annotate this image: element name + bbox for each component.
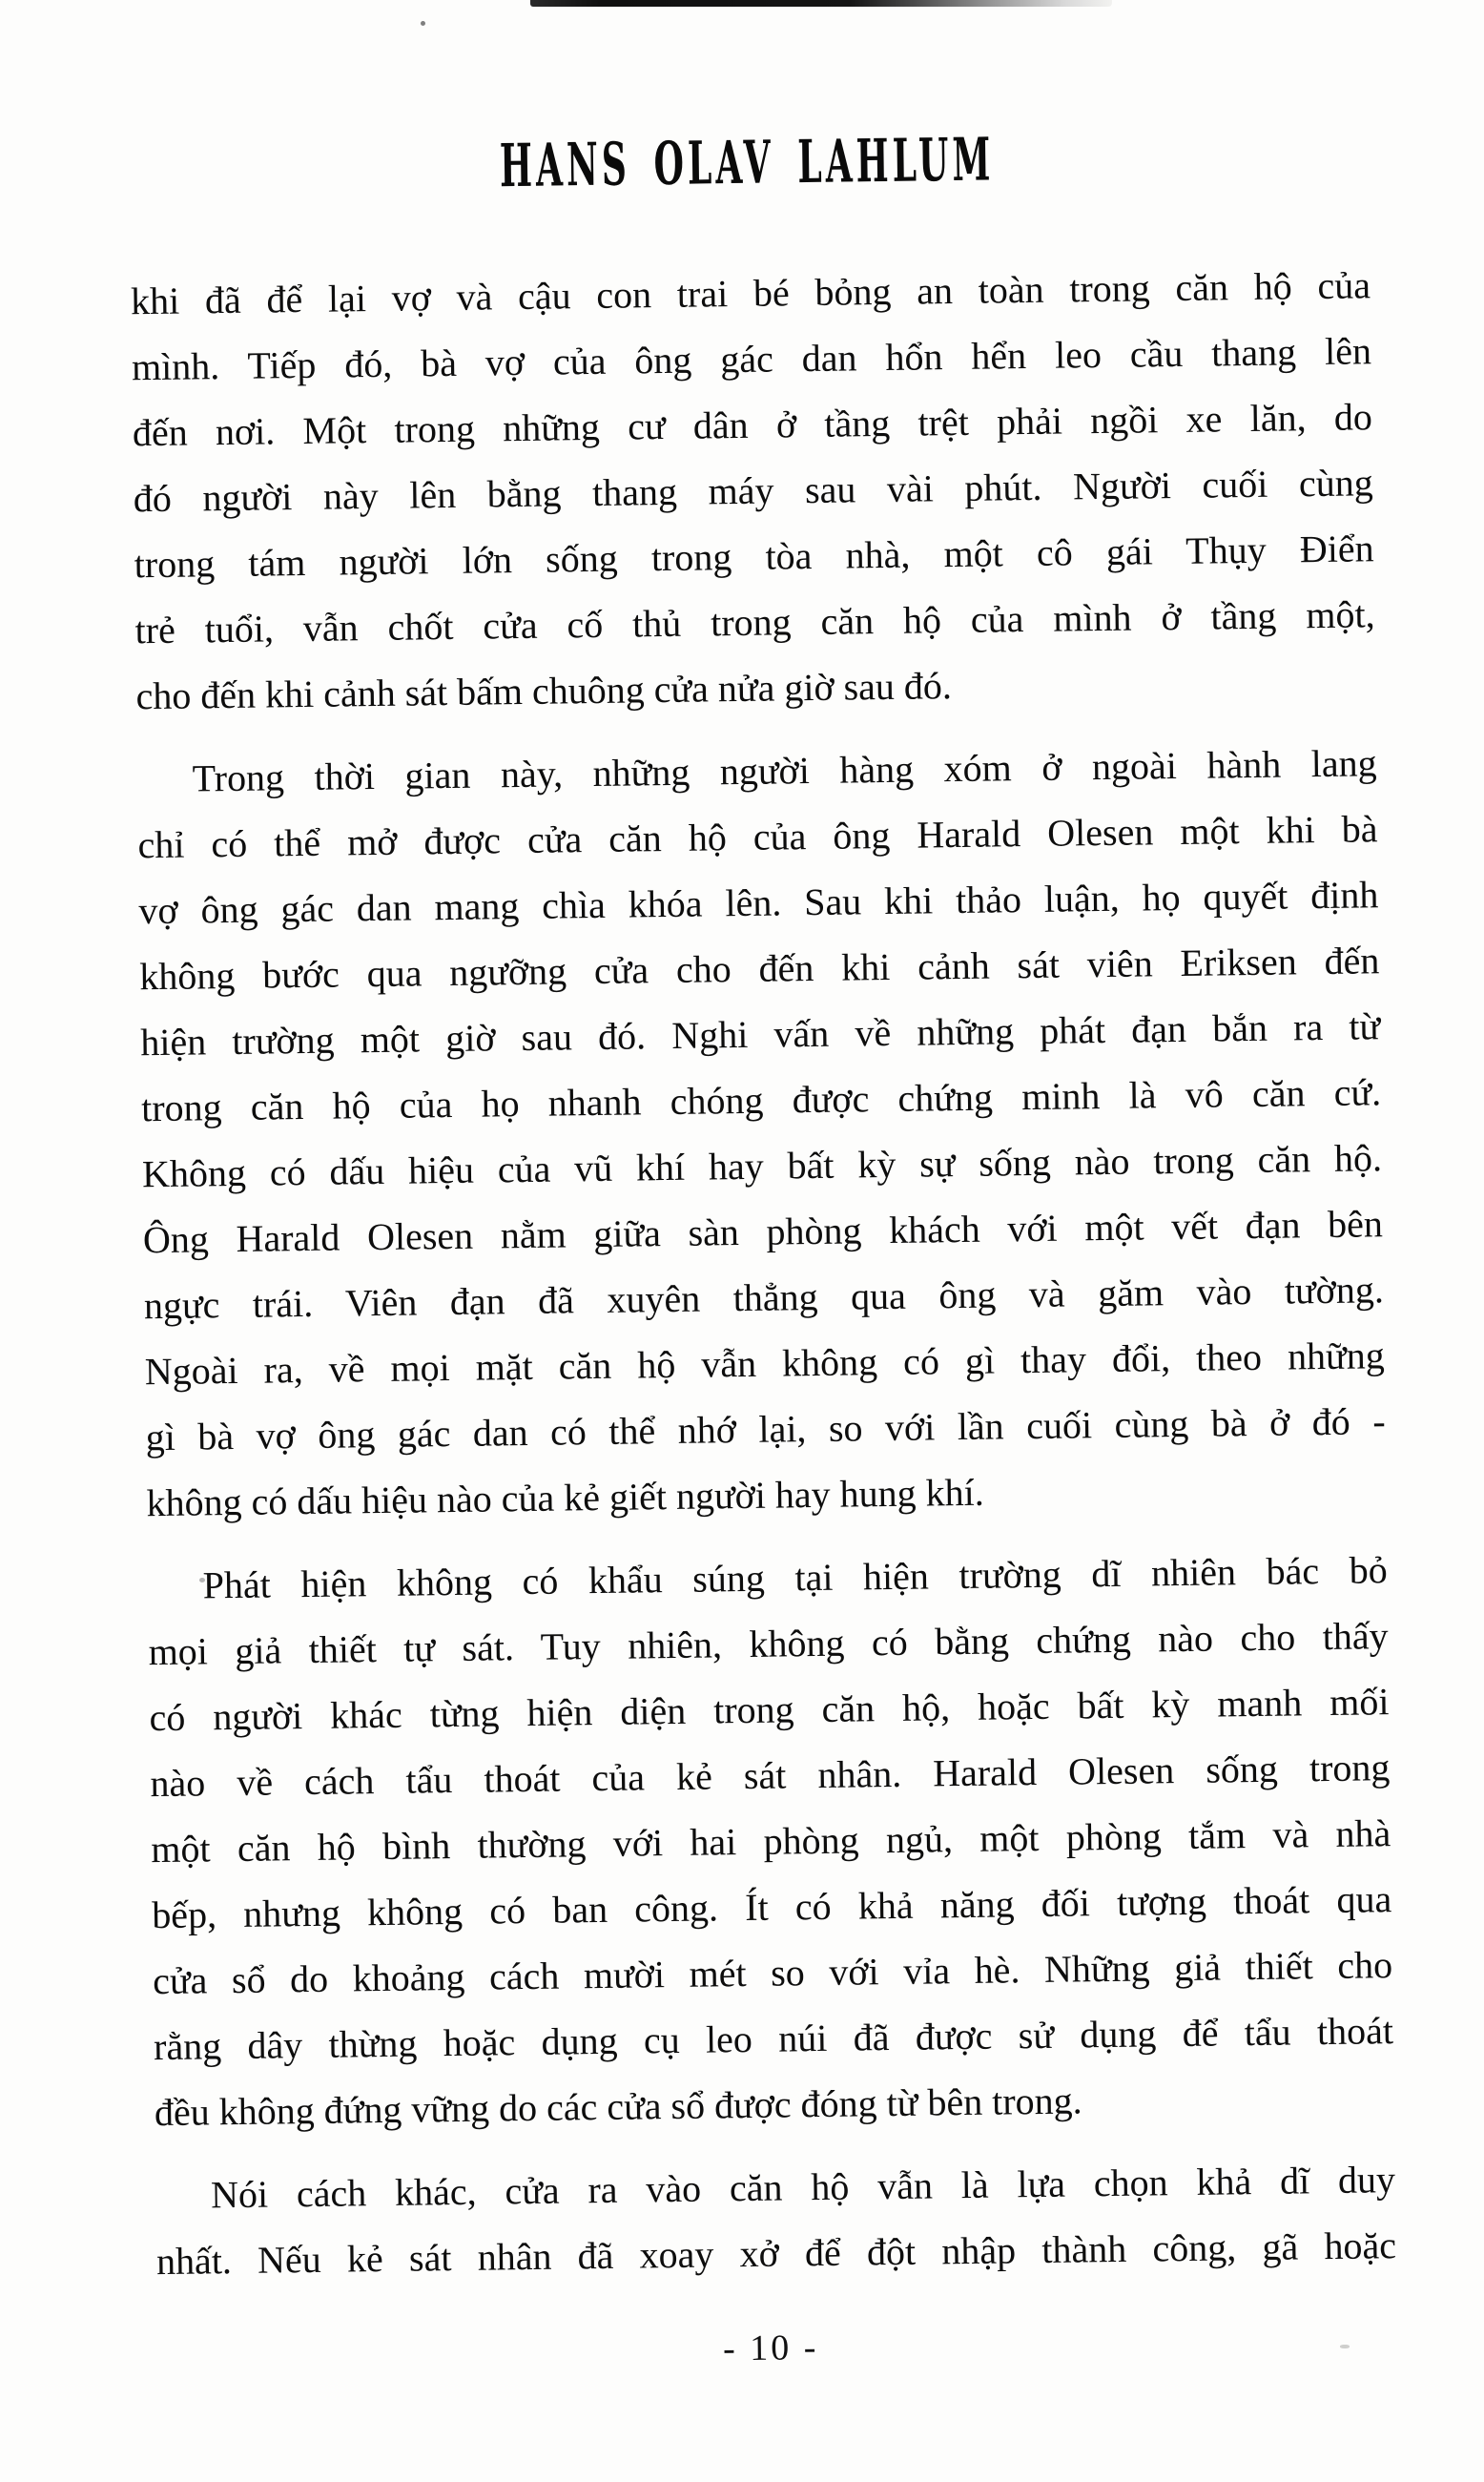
text-line: mình. Tiếp đó, bà vợ của ông gác dan hổn hển leo cầu thang lên (131, 329, 1372, 389)
running-header (0, 118, 1471, 207)
text-line: trong căn hộ của họ nhanh chóng được chứng minh là vô căn cứ. (140, 1070, 1382, 1130)
text-line: hiện trường một giờ sau đó. Nghi vấn về những phát đạn bắn ra từ (139, 1004, 1381, 1065)
text-line: đó người này lên bằng thang máy sau vài phút. Người cuối cùng (133, 461, 1374, 521)
text-line: cho đến khi cảnh sát bấm chuông cửa nửa giờ sau đó. (135, 664, 953, 718)
text-line: một căn hộ bình thường với hai phòng ngủ, một phòng tắm và nhà (151, 1811, 1391, 1872)
text-line: cửa sổ do khoảng cách mười mét so với vỉa hè. Những giả thiết cho (152, 1943, 1393, 2003)
page-footer (14, 2318, 1484, 2379)
author-name: HANS OLAV LAHLUM (499, 124, 995, 201)
text-line: nào về cách tẩu thoát của kẻ sát nhân. Harald Olesen sống trong (150, 1746, 1391, 1806)
paragraph (155, 2146, 1397, 2294)
text-line: chỉ có thể mở được cửa căn hộ của ông Harald Olesen một khi bà (137, 807, 1378, 867)
text-line: rằng dây thừng hoặc dụng cụ leo núi đã được sử dụng để tẩu thoát (153, 2009, 1394, 2069)
text-line: ngực trái. Viên đạn đã xuyên thẳng qua ông và găm vào tường. (143, 1268, 1385, 1328)
text-line: trẻ tuổi, vẫn chốt cửa cố thủ trong căn hộ của mình ở tầng một, (134, 592, 1375, 652)
text-line: nhất. Nếu kẻ sát nhân đã xoay xở để đột nhập thành công, gã hoặc (155, 2223, 1397, 2284)
text-line: Ông Harald Olesen nằm giữa sàn phòng khách với một vết đạn bên (142, 1202, 1384, 1262)
text-line: gì bà vợ ông gác dan có thể nhớ lại, so với lần cuối cùng bà ở đó - (145, 1399, 1386, 1459)
text-line: Không có dấu hiệu của vũ khí hay bất kỳ sự sống nào trong căn hộ. (141, 1136, 1383, 1196)
paragraph (136, 730, 1387, 1536)
text-line: mọi giả thiết tự sát. Tuy nhiên, không có bằng chứng nào cho thấy (148, 1614, 1389, 1674)
text-line: có người khác từng hiện diện trong căn hộ, hoặc bất kỳ manh mối (149, 1680, 1390, 1740)
paragraph (131, 252, 1376, 729)
text-line: không có dấu hiệu nào của kẻ giết người hay hung khí. (146, 1470, 985, 1525)
text-line: Ngoài ra, về mọi mặt căn hộ vẫn không có gì thay đổi, theo những (144, 1334, 1385, 1394)
paragraph (147, 1537, 1394, 2145)
text-line: Trong thời gian này, những người hàng xóm ở ngoài hành lang (192, 741, 1377, 800)
text-line: đều không đứng vững do các cửa sổ được đóng từ bên trong. (154, 2079, 1082, 2135)
text-line: không bước qua ngưỡng cửa cho đến khi cảnh sát viên Eriksen đến (139, 939, 1380, 999)
text-line: Nói cách khác, cửa ra vào căn hộ vẫn là lựa chọn khả dĩ duy (210, 2158, 1396, 2217)
text-line: trong tám người lớn sống trong tòa nhà, một cô gái Thụy Điển (134, 527, 1374, 587)
text-line: khi đã để lại vợ và cậu con trai bé bỏng an toàn trong căn hộ của (130, 263, 1371, 323)
text-line: Phát hiện không có khẩu súng tại hiện trường dĩ nhiên bác bỏ (202, 1548, 1388, 1607)
text-line: đến nơi. Một trong những cư dân ở tầng trệt phải ngồi xe lăn, do (132, 395, 1373, 455)
text-line: bếp, nhưng không có ban công. Ít có khả năng đối tượng thoát qua (151, 1877, 1392, 1937)
text-line: vợ ông gác dan mang chìa khóa lên. Sau khi thảo luận, họ quyết định (138, 873, 1379, 933)
body-text (131, 252, 1397, 2294)
page-number: - 10 - (722, 2327, 819, 2369)
